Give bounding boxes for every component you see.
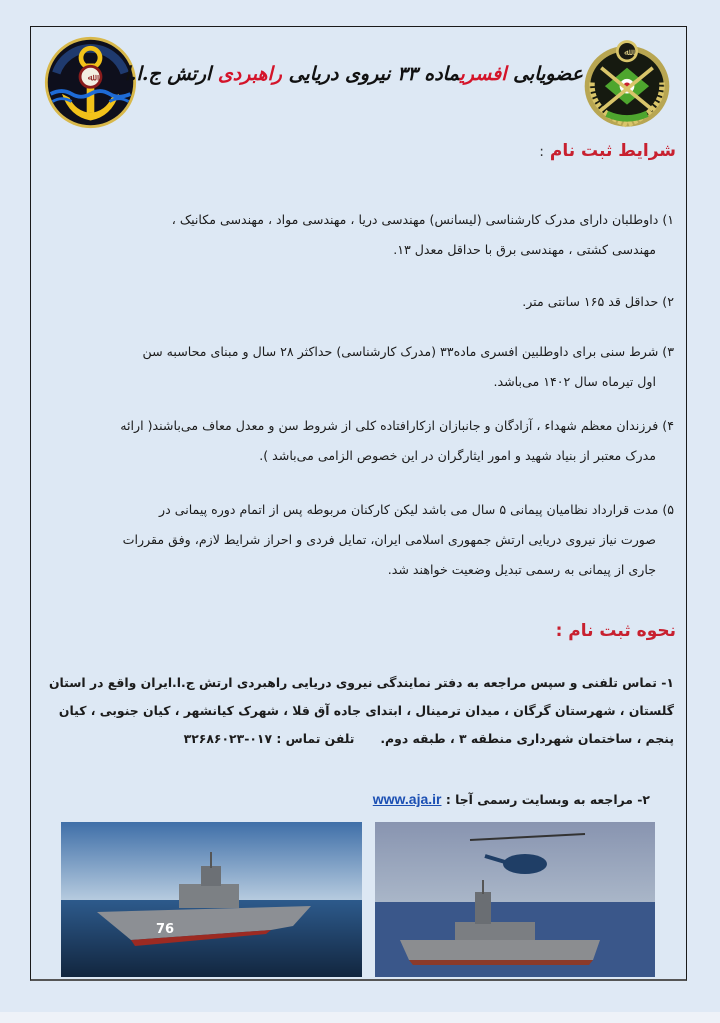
condition-5-line-1: ۵) مدت قرارداد نظامیان پیمانی ۵ سال می باشد لیکن کارکنان مربوطه پس از اتمام دوره پیمانی در [159, 502, 674, 517]
title-part-army: ارتش ج.ا.ا [124, 63, 212, 85]
page-bottom-strip [0, 1012, 720, 1023]
condition-1-line-2: مهندسی کشتی ، مهندسی برق با حداقل معدل ۱۳. [393, 242, 656, 257]
condition-4-line-2: مدرک معتبر از بنیاد شهید و امور ایثارگران در این خصوص الزامی می‌باشد ). [259, 448, 656, 463]
conditions-heading [539, 141, 676, 161]
step-1-line-1: ۱- تماس تلفنی و سپس مراجعه به دفتر نمایندگی نیروی دریایی راهبردی ارتش ج.ا.ایران واقع در استان [48, 675, 674, 690]
condition-5-line-2: صورت نیاز نیروی دریایی ارتش جمهوری اسلامی ایران، تمایل فردی و احراز شرایط لازم، وفق مقررات [122, 532, 656, 547]
condition-item-5 [41, 495, 674, 585]
conditions-heading-colon: : [539, 144, 544, 160]
title-part-officer: افسری [459, 63, 507, 85]
condition-4-line-1: ۴) فرزندان معظم شهداء ، آزادگان و جانبازان ازکارافتاده کلی از شروط سن و معدل معاف می‌باشند( ارائه [120, 418, 674, 433]
step-1-line-3: پنجم ، ساختمان شهرداری منطقه ۳ ، طبقه دوم. [380, 731, 674, 746]
title-part-3: ماده ۳۳ نیروی دریایی [288, 63, 460, 85]
registration-step-2 [373, 791, 650, 807]
phone-number[interactable]: ۰۱۷-۳۲۶۸۶۰۲۳ [183, 731, 273, 746]
registration-heading [556, 621, 676, 641]
condition-3-line-2: اول تیرماه سال ۱۴۰۲ می‌باشد. [493, 374, 656, 389]
title-part-1: عضویابی [513, 63, 583, 85]
warship-helicopter-photo-right [375, 822, 655, 977]
svg-text:ﷲ: ﷲ [87, 72, 94, 84]
website-link[interactable]: www.aja.ir [372, 791, 442, 807]
svg-text:ﷲ: ﷲ [624, 46, 630, 58]
warship-photo-left [61, 822, 362, 977]
condition-3-line-1: ۳) شرط سنی برای داوطلبین افسری ماده۳۳ (مدرک کارشناسی) حداکثر ۲۸ سال و مبنای محاسبه سن [142, 344, 674, 359]
step-2-text: ۲- مراجعه به وبسایت رسمی آجا : [445, 792, 650, 807]
poster-header [31, 27, 686, 137]
condition-5-line-3: جاری از پیمانی به رسمی تبدیل وضعیت خواهند شد. [387, 562, 656, 577]
conditions-heading-text: شرایط ثبت نام [549, 141, 676, 161]
registration-heading-text: نحوه ثبت نام : [555, 621, 676, 641]
poster-title [124, 63, 583, 85]
phone-label: تلفن تماس : [276, 731, 355, 746]
army-emblem-icon [581, 35, 673, 130]
poster-frame [30, 26, 687, 981]
condition-item-1 [41, 205, 674, 265]
title-part-strategic: راهبردی [217, 63, 282, 85]
condition-item-4 [41, 411, 674, 471]
condition-item-2 [41, 287, 674, 317]
registration-step-1 [41, 669, 674, 753]
hull-number: 76 [156, 922, 175, 937]
condition-1-line-1: ۱) داوطلبان دارای مدرک کارشناسی (لیسانس) مهندسی دریا ، مهندسی مواد ، مهندسی مکانیک ، [171, 212, 674, 227]
step-1-line-2: گلستان ، شهرستان گرگان ، میدان ترمینال ، ابتدای جاده آق قلا ، شهرک کیانشهر ، کیان جنوبی ، کیان [58, 703, 674, 718]
condition-2-line-1: ۲) حداقل قد ۱۶۵ سانتی متر. [522, 294, 674, 309]
condition-item-3 [41, 337, 674, 397]
